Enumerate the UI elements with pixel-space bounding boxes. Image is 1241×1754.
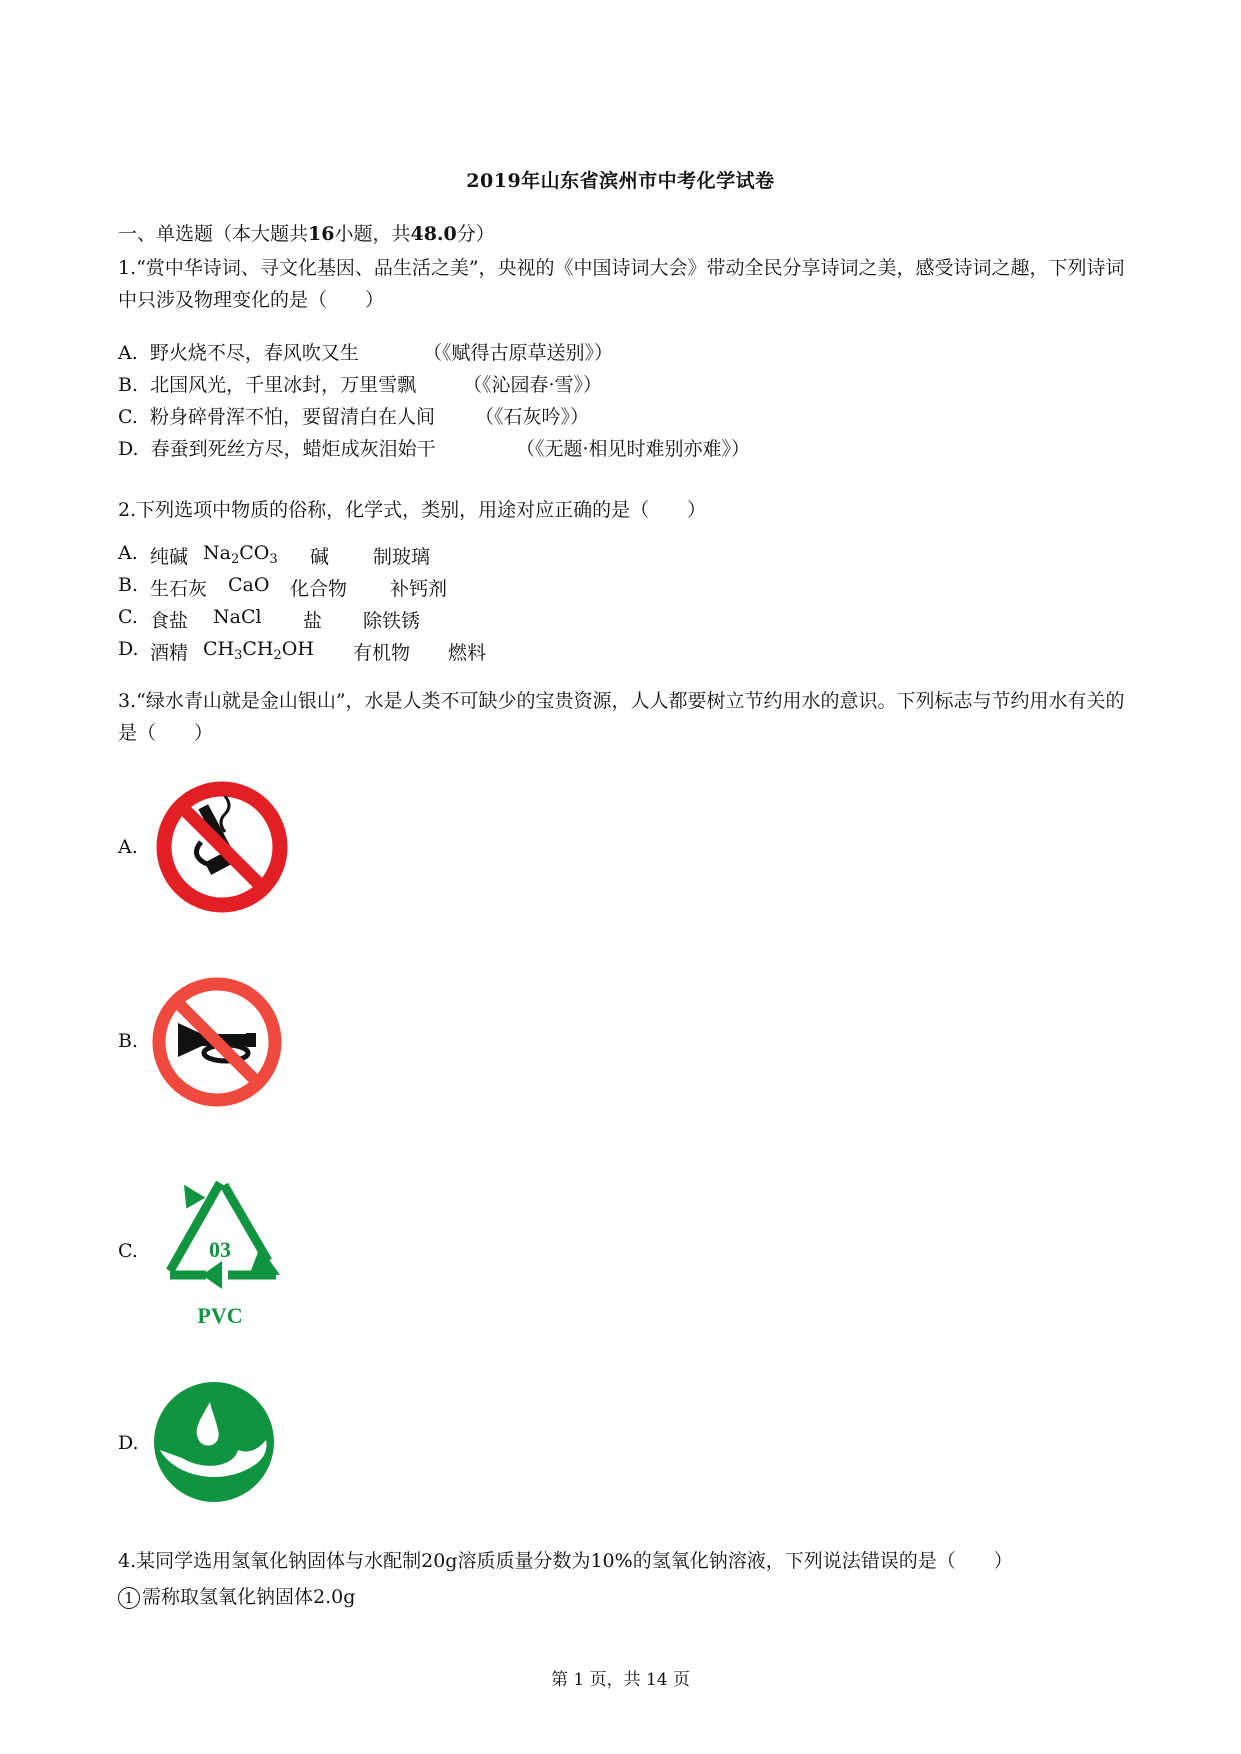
q1-option-a: A. 野火烧不尽，春风吹又生 （《赋得古原草送别》） [118, 342, 614, 364]
recycle-number: 03 [209, 1237, 231, 1262]
use: 燃料 [448, 642, 487, 664]
category: 化合物 [290, 578, 348, 600]
page-title: 2019年山东省滨州市中考化学试卷 [466, 170, 775, 192]
recycle-pvc-icon [150, 1175, 290, 1335]
q1-option-c: C. 粉身碎骨浑不怕，要留清白在人间 （《石灰吟》） [118, 406, 590, 428]
category: 盐 [303, 610, 323, 632]
page-footer: 第 1 页，共 14 页 [550, 1670, 691, 1690]
q3-label-b: B. [118, 1030, 139, 1052]
common-name: 纯碱 [150, 546, 189, 568]
question-2-stem: 2.下列选项中物质的俗称，化学式，类别，用途对应正确的是（ ） [118, 499, 707, 521]
option-letter: B. [118, 574, 139, 596]
q3-label-c: C. [118, 1240, 138, 1262]
q1-option-d: D. 春蚕到死丝方尽，蜡炬成灰泪始干 （《无题·相见时难别亦难》） [118, 438, 751, 460]
no-smoking-icon [155, 780, 290, 915]
option-letter: A. [118, 542, 138, 564]
question-4-stem: 4.某同学选用氢氧化钠固体与水配制20g溶质质量分数为10%的氢氧化钠溶液，下列说法错误的是（ ） [118, 1550, 1013, 1572]
common-name: 生石灰 [150, 578, 208, 600]
option-letter: C. [118, 606, 138, 628]
use: 除铁锈 [363, 610, 421, 632]
question-3-stem: 3.“绿水青山就是金山银山”，水是人类不可缺少的宝贵资源，人人都要树立节约用水的意识。下列标志与节约用水有关的是（ ） [118, 690, 1125, 744]
chemical-formula: $Na_2CO_3$ [203, 542, 278, 567]
q4-item-1: 1 需称取氢氧化钠固体2.0g [118, 1582, 355, 1609]
q3-label-a: A. [118, 836, 138, 858]
option-letter: D. [118, 638, 139, 660]
chemical-formula: CaO [228, 574, 270, 596]
q3-label-d: D. [118, 1432, 139, 1454]
circled-number: 1 [118, 1587, 140, 1609]
use: 补钙剂 [390, 578, 448, 600]
no-horn-icon [150, 975, 285, 1110]
recycle-text: PVC [197, 1303, 243, 1328]
common-name: 食盐 [150, 610, 189, 632]
section-heading: 一、单选题（本大题共16小题，共48.0分） [118, 223, 495, 245]
chemical-formula: NaCl [213, 606, 262, 628]
water-saving-icon [152, 1380, 277, 1505]
question-1-stem: 1.“赏中华诗词、寻文化基因、品生活之美”，央视的《中国诗词大会》带动全民分享诗词之美，感受诗词之趣，下列诗词中只涉及物理变化的是（ ） [118, 257, 1125, 311]
q1-option-b: B. 北国风光，千里冰封，万里雪飘 （《沁园春·雪》） [118, 374, 603, 396]
chemical-formula: $CH_3CH_2OH$ [203, 638, 314, 663]
category: 碱 [310, 546, 330, 568]
common-name: 酒精 [150, 642, 189, 664]
category: 有机物 [353, 642, 411, 664]
use: 制玻璃 [373, 546, 431, 568]
